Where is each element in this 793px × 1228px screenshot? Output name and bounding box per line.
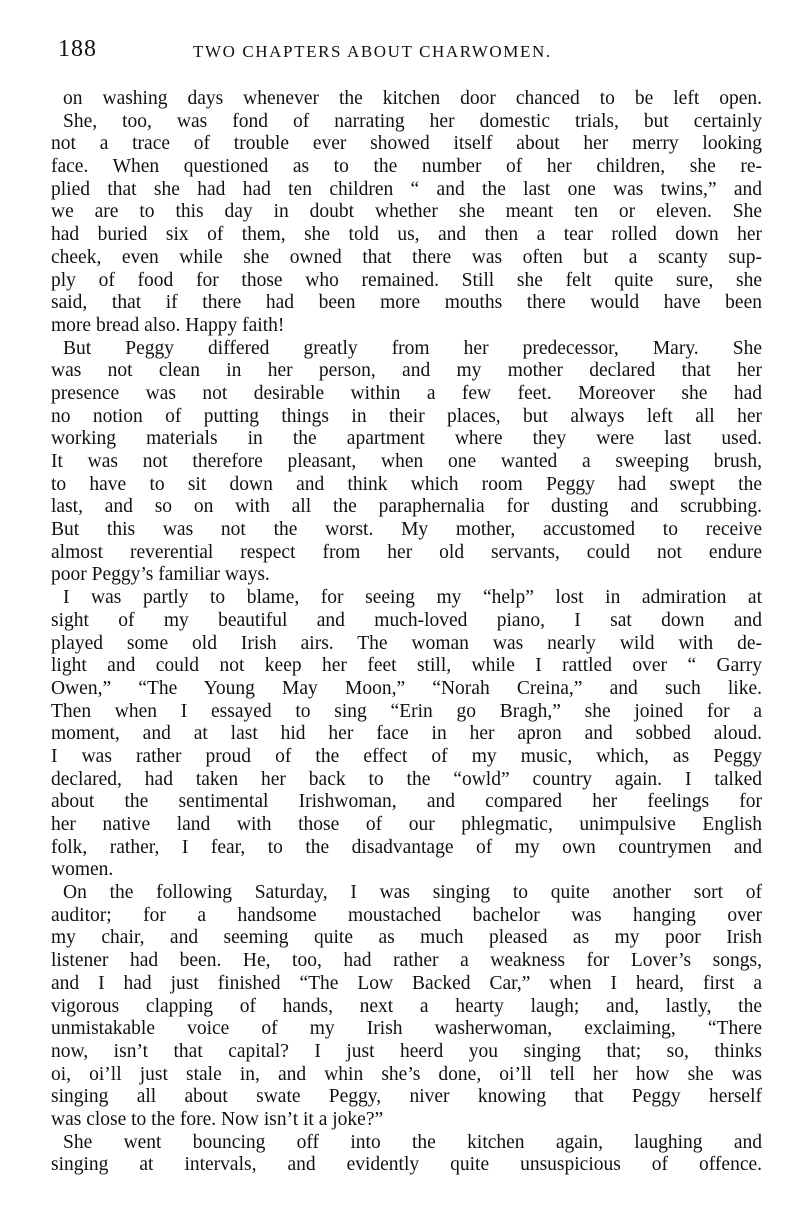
text-line: said, that if there had been more mouths there would have been [51,292,762,314]
text-line: on washing days whenever the kitchen door chanced to be left open. [63,88,762,109]
text-line: more bread also. Happy faith! [51,314,285,336]
text-line: ply of food for those who remained. Still she felt quite sure, she [51,269,762,291]
text-line: and I had just finished “The Low Backed Car,” when I heard, first a [51,972,762,994]
text-line: we are to this day in doubt whether she meant ten or eleven. She [51,201,762,223]
text-line: declared, had taken her back to the “owld” country again. I talked [51,768,762,790]
running-head [58,36,758,66]
text-line: singing at intervals, and evidently quite unsuspicious of offence. [51,1154,762,1176]
text-line: light and could not keep her feet still, while I rattled over “ Garry [51,655,762,677]
text-line: It was not therefore pleasant, when one wanted a sweeping brush, [51,451,762,472]
text-line: no notion of putting things in their places, but always left all her [51,405,762,427]
text-line: not a trace of trouble ever showed itself about her merry looking [51,133,762,155]
text-line: Then when I essayed to sing “Erin go Bragh,” she joined for a [51,700,762,722]
text-line: But this was not the worst. My mother, accustomed to receive [51,519,762,541]
text-line: She went bouncing off into the kitchen again, laughing and [63,1131,762,1153]
running-title: TWO CHAPTERS ABOUT CHARWOMEN. [193,42,552,61]
text-line: her native land with those of our phlegmatic, unimpulsive English [51,814,762,835]
text-line: auditor; for a handsome moustached bachelor was hanging over [51,904,762,926]
text-line: She, too, was fond of narrating her domestic trials, but certainly [63,110,762,132]
body-text [46,88,762,1177]
text-line: I was partly to blame, for seeing my “help” lost in admiration at [63,587,762,609]
text-line: my chair, and seeming quite as much pleased as my poor Irish [51,927,762,949]
text-line: singing all about swate Peggy, niver knowing that Peggy herself [51,1086,762,1108]
page-number: 188 [58,36,97,62]
text-line: presence was not desirable within a few feet. Moreover she had [51,382,762,404]
text-line: plied that she had had ten children “ and the last one was twins,” and [51,178,762,200]
text-line: was not clean in her person, and my mother declared that her [51,360,762,382]
text-line: face. When questioned as to the number of her children, she re- [51,156,762,178]
text-line: vigorous clapping of hands, next a hearty laugh; and, lastly, the [51,995,762,1017]
text-line: almost reverential respect from her old servants, could not endure [51,541,762,563]
text-line: I was rather proud of the effect of my music, which, as Peggy [51,745,762,767]
text-line: But Peggy differed greatly from her predecessor, Mary. She [63,337,762,359]
text-line: now, isn’t that capital? I just heerd you singing that; so, thinks [51,1040,762,1062]
text-line: unmistakable voice of my Irish washerwoman, exclaiming, “There [51,1018,762,1040]
text-line: Owen,” “The Young May Moon,” “Norah Creina,” and such like. [51,677,762,699]
text-line: moment, and at last hid her face in her apron and sobbed aloud. [51,723,762,745]
text-line: last, and so on with all the paraphernalia for dusting and scrubbing. [51,496,762,518]
text-line: had buried six of them, she told us, and then a tear rolled down her [51,224,762,246]
text-line: played some old Irish airs. The woman was nearly wild with de- [51,632,762,654]
text-line: working materials in the apartment where they were last used. [51,428,762,450]
text-line: was close to the fore. Now isn’t it a joke?” [51,1108,384,1130]
text-line: sight of my beautiful and much-loved piano, I sat down and [51,609,762,631]
text-line: On the following Saturday, I was singing to quite another sort of [63,882,762,904]
text-line: about the sentimental Irishwoman, and compared her feelings for [51,791,762,813]
text-line: poor Peggy’s familiar ways. [51,564,270,586]
text-line: to have to sit down and think which room Peggy had swept the [51,473,762,495]
text-line: oi, oi’ll just stale in, and whin she’s done, oi’ll tell her how she was [51,1063,762,1085]
text-line: cheek, even while she owned that there was often but a scanty sup- [51,246,762,268]
text-line: listener had been. He, too, had rather a weakness for Lover’s songs, [51,950,762,972]
text-line: women. [51,859,114,881]
text-line: folk, rather, I fear, to the disadvantage of my own countrymen and [51,836,762,858]
